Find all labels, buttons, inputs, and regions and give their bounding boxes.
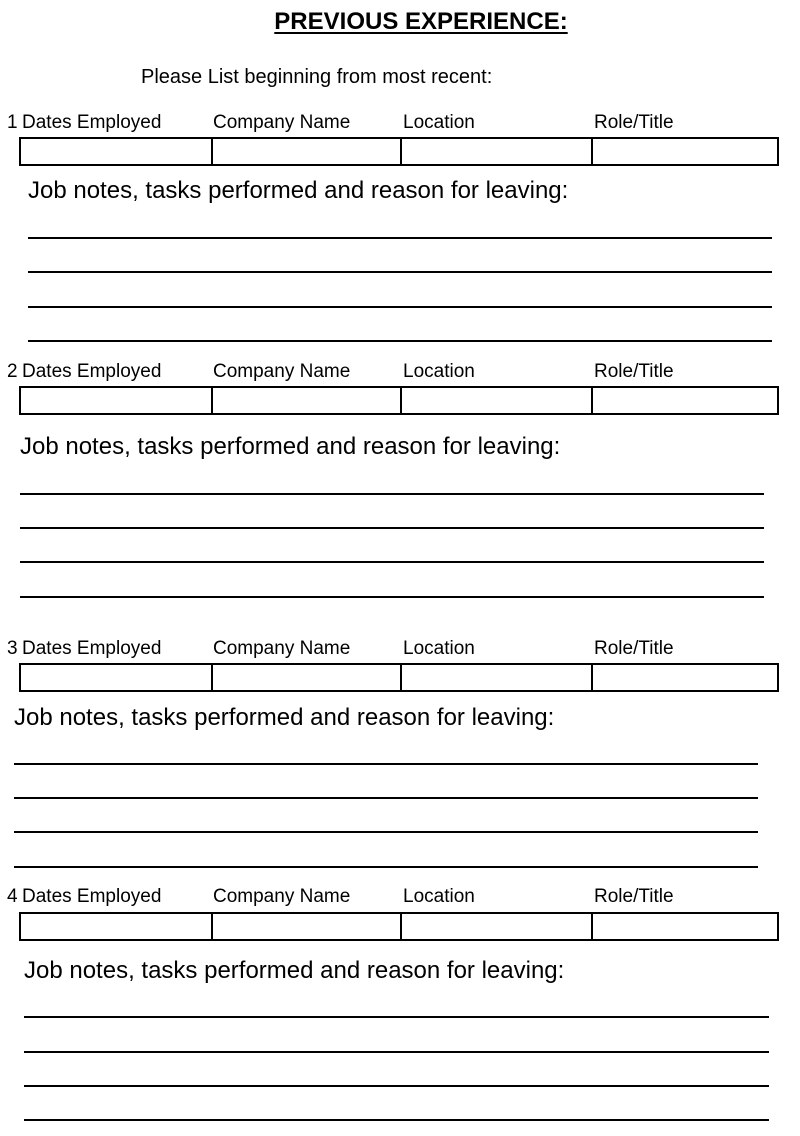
job-notes-line[interactable] [14,866,758,868]
location-label: Location [403,638,475,659]
company-name-label: Company Name [213,638,351,659]
location-field[interactable] [402,914,593,939]
job-notes-line[interactable] [24,1119,769,1121]
location-label: Location [403,361,475,382]
location-label: Location [403,886,475,907]
location-field[interactable] [402,665,593,690]
dates-employed-field[interactable] [21,139,213,164]
dates-employed-field[interactable] [21,665,213,690]
role-title-field[interactable] [593,914,777,939]
job-notes-label: Job notes, tasks performed and reason for leaving: [20,433,561,460]
company-name-field[interactable] [213,665,402,690]
entry-number: 2 [7,361,18,382]
dates-employed-label: Dates Employed [22,112,162,133]
company-name-label: Company Name [213,361,351,382]
role-title-label: Role/Title [594,638,674,659]
job-notes-line[interactable] [20,596,764,598]
role-title-label: Role/Title [594,361,674,382]
job-notes-line[interactable] [28,340,772,342]
role-title-label: Role/Title [594,886,674,907]
employment-fields-row [19,386,779,415]
company-name-label: Company Name [213,886,351,907]
company-name-field[interactable] [213,914,402,939]
employment-fields-row [19,663,779,692]
company-name-field[interactable] [213,139,402,164]
job-notes-line[interactable] [28,306,772,308]
job-notes-line[interactable] [14,763,758,765]
dates-employed-field[interactable] [21,388,213,413]
job-notes-line[interactable] [20,527,764,529]
job-notes-line[interactable] [14,831,758,833]
job-notes-line[interactable] [28,271,772,273]
page-title: PREVIOUS EXPERIENCE: [274,8,568,35]
role-title-field[interactable] [593,388,777,413]
role-title-field[interactable] [593,665,777,690]
job-notes-line[interactable] [20,561,764,563]
instructions-text: Please List beginning from most recent: [141,66,493,88]
role-title-label: Role/Title [594,112,674,133]
job-notes-line[interactable] [24,1085,769,1087]
job-notes-line[interactable] [14,797,758,799]
location-label: Location [403,112,475,133]
company-name-field[interactable] [213,388,402,413]
job-notes-label: Job notes, tasks performed and reason for leaving: [28,177,569,204]
location-field[interactable] [402,139,593,164]
entry-number: 3 [7,638,18,659]
job-notes-label: Job notes, tasks performed and reason for leaving: [24,957,565,984]
entry-number: 4 [7,886,18,907]
dates-employed-label: Dates Employed [22,361,162,382]
employment-fields-row [19,137,779,166]
dates-employed-label: Dates Employed [22,886,162,907]
job-notes-line[interactable] [24,1016,769,1018]
role-title-field[interactable] [593,139,777,164]
entry-number: 1 [7,112,18,133]
employment-fields-row [19,912,779,941]
company-name-label: Company Name [213,112,351,133]
job-notes-line[interactable] [24,1051,769,1053]
dates-employed-field[interactable] [21,914,213,939]
job-notes-line[interactable] [20,493,764,495]
job-notes-label: Job notes, tasks performed and reason for leaving: [14,704,555,731]
job-notes-line[interactable] [28,237,772,239]
location-field[interactable] [402,388,593,413]
dates-employed-label: Dates Employed [22,638,162,659]
